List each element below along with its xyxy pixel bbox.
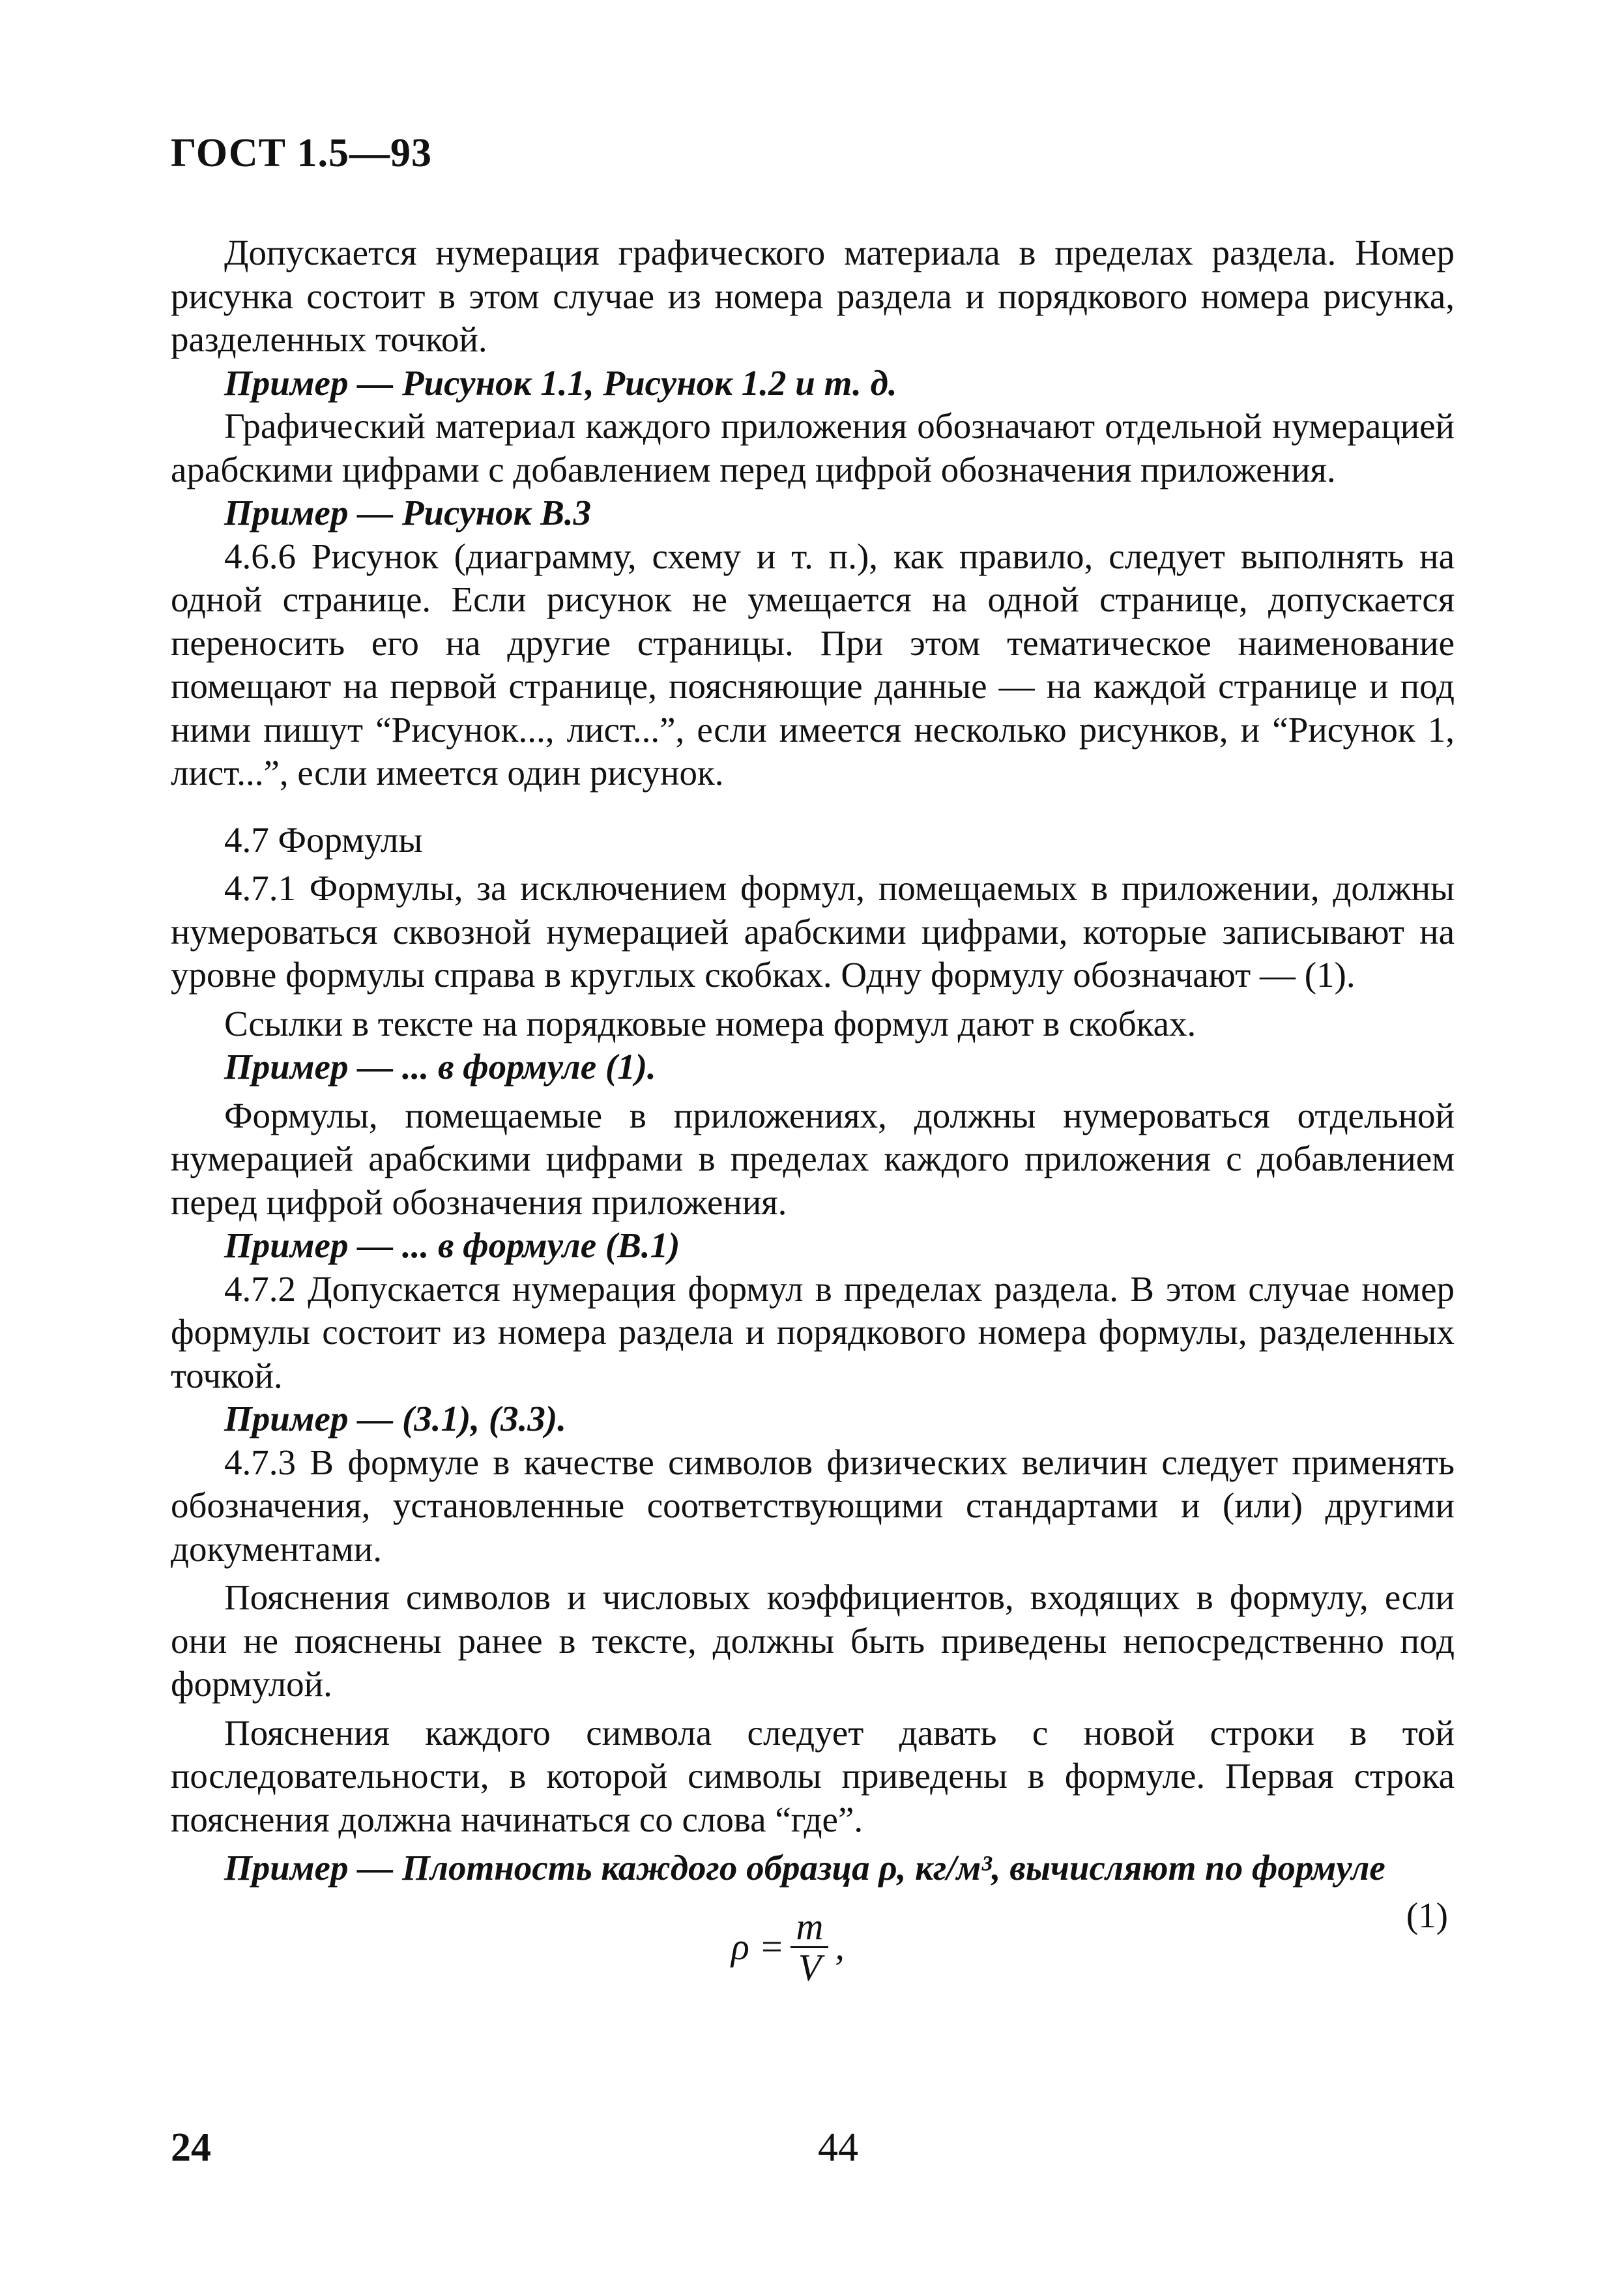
paragraph: Формулы, помещаемые в приложениях, должны нумероваться отдельной нумерацией арабскими цифрами в пределах каждого приложения с добавлением перед цифрой обозначения приложения.	[171, 1095, 1455, 1222]
formula-number: (1)	[1406, 1895, 1448, 1935]
paragraph: Пояснения символов и числовых коэффициентов, входящих в формулу, если они не пояснены ранее в тексте, должны быть приведены непосредственно под формулой.	[171, 1577, 1455, 1704]
paragraph: Графический материал каждого приложения обозначают отдельной нумерацией арабскими цифрами с добавлением перед цифрой обозначения приложения.	[171, 406, 1455, 489]
paragraph: 4.7.3 В формуле в качестве символов физических величин следует применять обозначения, установленные соответствующими стандартами и (или) другими документами.	[171, 1442, 1455, 1569]
document-body	[171, 231, 1455, 1992]
example-line: Пример — Рисунок В.3	[224, 493, 592, 533]
paragraph: Допускается нумерация графического материала в пределах раздела. Номер рисунка состоит в этом случае из номера раздела и порядкового номера рисунка, разделенных точкой.	[171, 233, 1455, 359]
example-line: Пример — Плотность каждого образца ρ, кг/м³, вычисляют по формуле	[224, 1848, 1385, 1888]
paragraph: Пояснения каждого символа следует давать с новой строки в той последовательности, в которой символы приведены в формуле. Первая строка пояснения должна начинаться со слова “где”.	[171, 1712, 1455, 1839]
example-line: Пример — Рисунок 1.1, Рисунок 1.2 и т. д.	[224, 362, 897, 403]
formula-numerator: m	[790, 1907, 828, 1948]
formula-fraction	[790, 1904, 828, 1989]
example-line: Пример — (3.1), (3.3).	[224, 1399, 566, 1438]
formula-block	[171, 1894, 1455, 1992]
section-heading: 4.7 Формулы	[224, 819, 423, 860]
paragraph: Ссылки в тексте на порядковые номера формул дают в скобках.	[224, 1003, 1196, 1043]
paragraph: 4.7.2 Допускается нумерация формул в пределах раздела. В этом случае номер формулы состоит из номера раздела и порядкового номера формулы, разделенных точкой.	[171, 1268, 1455, 1395]
example-line: Пример — ... в формуле (В.1)	[224, 1225, 680, 1265]
formula	[731, 1904, 845, 1989]
formula-denominator: V	[798, 1946, 822, 1989]
example-line: Пример — ... в формуле (1).	[224, 1047, 656, 1087]
document-header: ГОСТ 1.5—93	[171, 131, 433, 175]
page-number-center: 44	[818, 2125, 858, 2170]
formula-lhs: ρ =	[731, 1925, 785, 1968]
paragraph: 4.7.1 Формулы, за исключением формул, помещаемых в приложении, должны нумероваться сквозной нумерацией арабскими цифрами, которые записывают на уровне формулы справа в круглых скобках. Одну формулу обозначают — (1).	[171, 868, 1455, 995]
formula-trail: ,	[835, 1925, 845, 1968]
paragraph: 4.6.6 Рисунок (диаграмму, схему и т. п.), как правило, следует выполнять на одной странице. Если рисунок не умещается на одной странице, допускается переносить его на другие страницы. При этом тематическое наименование помещают на первой странице, поясняющие данные — на каждой странице и под ними пишут “Рисунок..., лист...”, если имеется несколько рисунков, и “Рисунок 1, лист...”, если имеется один рисунок.	[171, 536, 1455, 793]
page-number-left: 24	[171, 2125, 211, 2170]
